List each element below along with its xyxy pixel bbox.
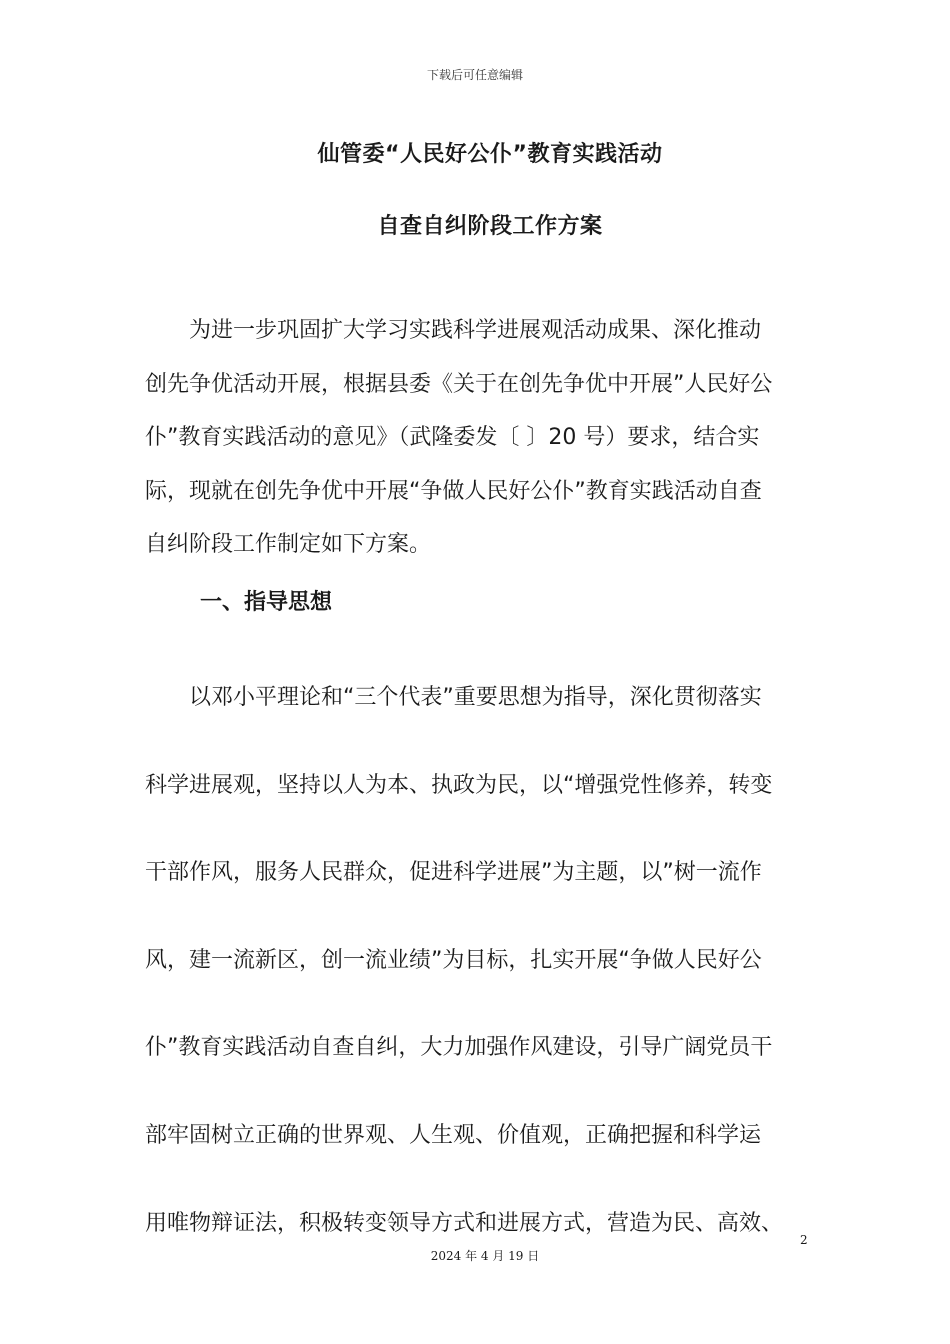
- paragraph-line: 自纠阶段工作制定如下方案。: [145, 532, 432, 557]
- paragraph-line: 部牢固树立正确的世界观、人生观、价值观，正确把握和科学运: [145, 1122, 762, 1148]
- footer-date: 2024 年 4 月 19 日: [430, 1249, 540, 1263]
- paragraph-line: 以邓小平理论和“三个代表”重要思想为指导，深化贯彻落实: [145, 685, 762, 710]
- paragraph-line: 为进一步巩固扩大学习实践科学进展观活动成果、深化推动: [145, 318, 762, 343]
- section-heading-guiding-ideology: 一、指导思想: [200, 590, 333, 615]
- paragraph-line: 风，建一流新区，创一流业绩”为目标，扎实开展“争做人民好公: [145, 947, 762, 973]
- paragraph-line: 干部作风，服务人民群众，促进科学进展”为主题，以”树一流作: [145, 860, 762, 886]
- paragraph-line: 仆”教育实践活动自查自纠，大力加强作风建设，引导广阔党员干: [145, 1035, 773, 1061]
- paragraph-line: 用唯物辩证法，积极转变领导方式和进展方式，营造为民、高效、: [145, 1210, 784, 1236]
- header-note: 下载后可任意编辑: [426, 68, 523, 82]
- document-title-line-1: 仙管委“人民好公仆”教育实践活动: [317, 142, 663, 167]
- paragraph-line: 际，现就在创先争优中开展“争做人民好公仆”教育实践活动自查: [145, 478, 762, 504]
- paragraph-line: 创先争优活动开展，根据县委《关于在创先争优中开展”人民好公: [145, 371, 773, 397]
- document-title-line-2: 自查自纠阶段工作方案: [377, 214, 603, 239]
- guiding-ideology-paragraph: [145, 654, 805, 1267]
- paragraph-line: 仆”教育实践活动的意见》（武隆委发〔 〕20 号）要求，结合实: [145, 425, 760, 450]
- intro-paragraph: [145, 304, 805, 572]
- page-number: 2: [800, 1233, 808, 1247]
- paragraph-line: 科学进展观，坚持以人为本、执政为民，以“增强党性修养，转变: [145, 772, 773, 798]
